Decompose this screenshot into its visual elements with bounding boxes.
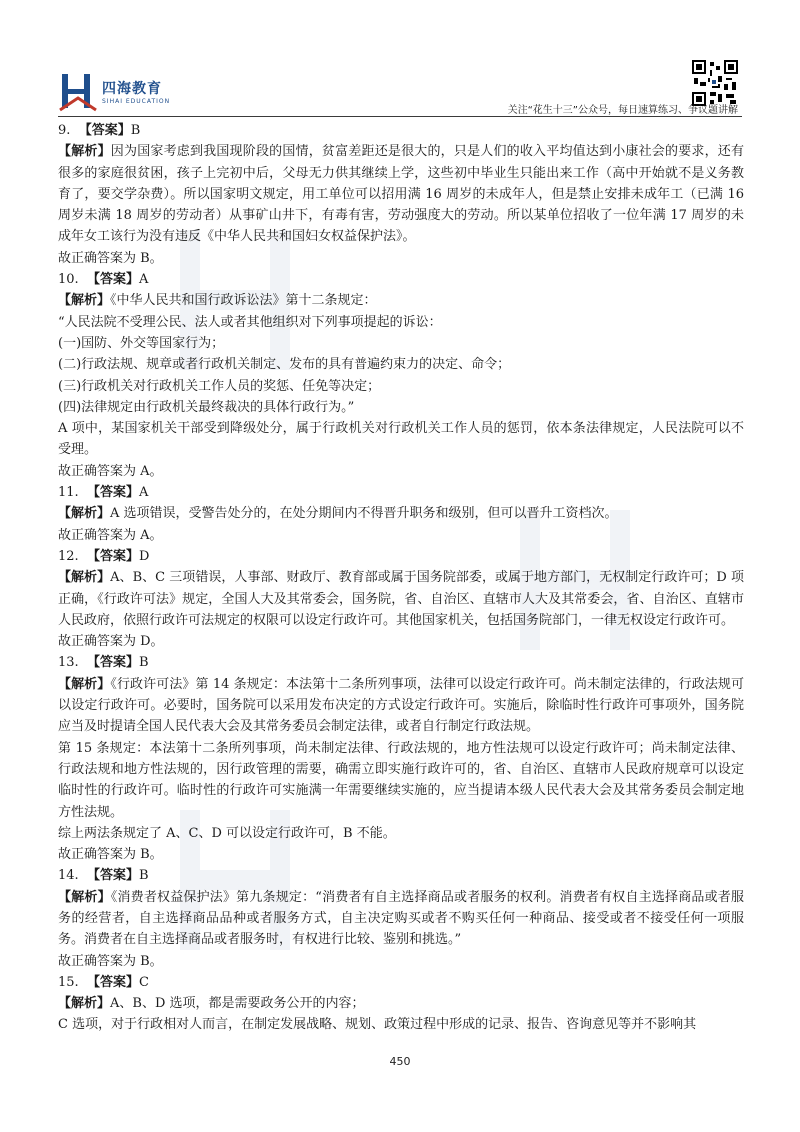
brand-subtitle: SIHAI EDUCATION bbox=[102, 98, 171, 105]
analysis-label: 【解析】 bbox=[58, 144, 111, 160]
answer-label: 【答案】 bbox=[86, 485, 139, 501]
qr-code-icon bbox=[692, 60, 738, 106]
answer-label: 【答案】 bbox=[86, 974, 139, 990]
analysis-text: 《中华人民共和国行政诉讼法》第十二条规定： bbox=[110, 293, 377, 309]
analysis-label: 【解析】 bbox=[58, 996, 111, 1012]
answer-line: 9. 【答案】B bbox=[58, 123, 141, 138]
analysis-text: 《行政许可法》第 14 条规定：本法第十二条所列事项，法律可以设定行政许可。尚未制定法律的，行政法规可以设定行政许可。必要时，国务院可以采用发布决定的方式设定行政许可。实施后，除临时性行政许可事项外，国务院应当及时提请全国人民代表大会及其常务委员会制定法律，或者自行制定行政法规。 bbox=[58, 676, 744, 735]
analysis-text: (二)行政法规、规章或者行政机关制定、发布的具有普遍约束力的决定、命令； bbox=[58, 357, 511, 373]
question-number: 10 bbox=[58, 272, 75, 288]
question-number: 14 bbox=[58, 868, 75, 884]
conclusion-line: 故正确答案为 D。 bbox=[58, 634, 164, 650]
analysis-text: A 项中，某国家机关干部受到降级处分，属于行政机关对行政机关工作人员的惩罚，依本条法律规定，人民法院可以不受理。 bbox=[58, 421, 744, 458]
answer-label: 【答案】 bbox=[86, 272, 139, 288]
analysis-text: (一)国防、外交等国家行为； bbox=[58, 335, 225, 351]
analysis-text: 《消费者权益保护法》第九条规定：“消费者有自主选择商品或者服务的权利。消费者有权自主选择商品或者服务的经营者，自主选择商品品种或者服务方式，自主决定购买或者不购买任何一种商品、接受或者不接受任何一项服务。消费者在自主选择商品或者服务时，有权进行比较、鉴别和挑选。” bbox=[58, 889, 744, 948]
analysis-text: 第 15 条规定：本法第十二条所列事项，尚未制定法律、行政法规的，地方性法规可以设定行政许可；尚未制定法律、行政法规和地方性法规的，因行政管理的需要，确需立即实施行政许可的，省、自治区、直辖市人民政府规章可以设定临时性的行政许可。临时性的行政许可实施满一年需要继续实施的，应当提请本级人民代表大会及其常务委员会制定地方性法规。 bbox=[58, 740, 744, 820]
brand-logo bbox=[58, 70, 178, 114]
conclusion-line: 故正确答案为 A。 bbox=[58, 463, 163, 479]
page-number: 450 bbox=[389, 1055, 411, 1068]
page-header bbox=[0, 0, 800, 118]
answer-line: 15. 【答案】C bbox=[58, 974, 149, 990]
analysis-label: 【解析】 bbox=[58, 293, 111, 309]
conclusion-line: 故正确答案为 A。 bbox=[58, 527, 163, 543]
analysis-label: 【解析】 bbox=[58, 889, 111, 905]
analysis-label: 【解析】 bbox=[58, 570, 111, 586]
answer-line: 11. 【答案】A bbox=[58, 485, 149, 501]
analysis-text: (三)行政机关对行政机关工作人员的奖惩、任免等决定； bbox=[58, 378, 381, 394]
analysis-text: 因为国家考虑到我国现阶段的国情，贫富差距还是很大的，只是人们的收入平均值达到小康社会的要求，还有很多的家庭很贫困，孩子上完初中后，父母无力供其继续上学，这些初中毕业生只能出来工作（高中开始就不是义务教育了，要交学杂费）。所以国家明文规定，用工单位可以招用满 16 周岁的未成年人，但是禁止安排未成年工（已满 16 周岁未满 18 周岁的劳动者）从事矿山井下，有毒有害，劳动强度大的劳动。所以某单位招收了一位年满 17 周岁的未成年女工该行为没有违反《中华人民共和国妇女权益保护法》。 bbox=[58, 144, 744, 245]
brand-name: 四海教育 bbox=[102, 81, 162, 97]
question-number: 9 bbox=[58, 123, 67, 138]
question-number: 13 bbox=[58, 655, 75, 671]
answer-value: A bbox=[138, 272, 149, 288]
analysis-text: C 选项，对于行政相对人而言，在制定发展战略、规划、政策过程中形成的记录、报告、咨询意见等并不影响其 bbox=[58, 1017, 697, 1033]
conclusion-line: 故正确答案为 B。 bbox=[58, 250, 163, 266]
analysis-label: 【解析】 bbox=[58, 506, 111, 522]
conclusion-line: 故正确答案为 B。 bbox=[58, 847, 163, 863]
answer-line: 13. 【答案】B bbox=[58, 655, 149, 671]
analysis-paragraph bbox=[58, 141, 744, 247]
answer-line: 12. 【答案】D bbox=[58, 548, 150, 564]
answer-label: 【答案】 bbox=[86, 868, 139, 884]
answer-value: B bbox=[138, 655, 149, 671]
analysis-paragraph bbox=[58, 993, 744, 1014]
analysis-paragraph bbox=[58, 567, 744, 631]
analysis-label: 【解析】 bbox=[58, 676, 111, 692]
analysis-paragraph bbox=[58, 674, 744, 738]
answer-value: A bbox=[138, 485, 149, 501]
answer-value: C bbox=[138, 974, 149, 990]
answer-value: D bbox=[138, 548, 150, 564]
analysis-text: (四)法律规定由行政机关最终裁决的具体行政行为。” bbox=[58, 399, 355, 415]
analysis-paragraph bbox=[58, 887, 744, 951]
header-slogan: 关注“花生十三”公众号，每日速算练习、争议题讲解 bbox=[507, 105, 738, 116]
answer-value: B bbox=[130, 123, 141, 138]
analysis-text: A、B、D 选项，都是需要政务公开的内容； bbox=[110, 996, 365, 1012]
question-number: 15 bbox=[58, 974, 75, 990]
analysis-text: 综上两法条规定了 A、C、D 可以设定行政许可，B 不能。 bbox=[58, 825, 396, 841]
analysis-text: A 选项错误，受警告处分的，在处分期间内不得晋升职务和级别，但可以晋升工资档次。 bbox=[110, 506, 618, 522]
answer-label: 【答案】 bbox=[86, 655, 139, 671]
analysis-paragraph bbox=[58, 290, 744, 311]
answer-content bbox=[58, 120, 744, 1036]
answer-value: B bbox=[138, 868, 149, 884]
analysis-text: A、B、C 三项错误，人事部、财政厅、教育部或属于国务院部委，或属于地方部门，无权制定行政许可；D 项正确，《行政许可法》规定，全国人大及其常委会，国务院，省、自治区、直辖市人大及其常委会，省、自治区、直辖市人民政府，依照行政许可法规定的权限可以设定行政许可。其他国家机关，包括国务院部门，一律无权设定行政许可。 bbox=[58, 570, 744, 628]
answer-line: 14. 【答案】B bbox=[58, 868, 149, 884]
header-divider bbox=[58, 116, 742, 117]
brand-logo-icon bbox=[58, 70, 98, 112]
answer-label: 【答案】 bbox=[78, 123, 131, 138]
analysis-text: “人民法院不受理公民、法人或者其他组织对下列事项提起的诉讼： bbox=[58, 314, 442, 330]
question-number: 12 bbox=[58, 548, 75, 564]
answer-line: 10. 【答案】A bbox=[58, 272, 149, 288]
conclusion-line: 故正确答案为 B。 bbox=[58, 953, 163, 969]
analysis-paragraph bbox=[58, 503, 744, 524]
answer-label: 【答案】 bbox=[86, 548, 139, 564]
question-number: 11 bbox=[58, 485, 75, 501]
